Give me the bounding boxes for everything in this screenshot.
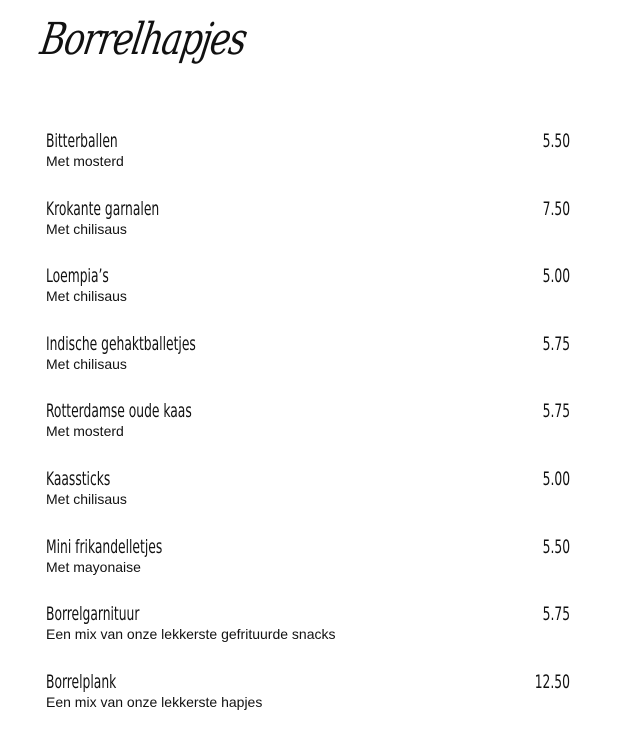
item-name: Indische gehaktballetjes (46, 332, 196, 355)
item-description: Met chilisaus (46, 355, 127, 372)
item-price: 5.50 (542, 535, 570, 558)
item-description: Met mayonaise (46, 558, 141, 575)
item-name: Borrelplank (46, 670, 117, 693)
item-price: 7.50 (542, 197, 570, 220)
menu-item (46, 601, 570, 669)
item-price: 5.75 (542, 603, 570, 626)
item-name: Rotterdamse oude kaas (46, 400, 192, 423)
item-name: Kaassticks (46, 467, 111, 490)
item-description: Met mosterd (46, 153, 124, 169)
item-name: Bitterballen (46, 130, 118, 152)
item-price: 5.50 (542, 130, 570, 152)
menu-item (46, 128, 570, 196)
item-name: Mini frikandelletjes (46, 535, 163, 558)
item-price: 5.75 (542, 400, 570, 423)
page-title: Borrelhapjes (36, 14, 250, 65)
item-price: 12.50 (534, 670, 570, 693)
menu-item (46, 398, 570, 466)
item-description: Met mosterd (46, 423, 124, 440)
item-description: Een mix van onze lekkerste hapjes (46, 693, 263, 710)
menu-item (46, 534, 570, 602)
menu-item (46, 669, 570, 737)
item-price: 5.00 (542, 265, 570, 288)
menu-item (46, 331, 570, 399)
item-name: Borrelgarnituur (46, 603, 140, 626)
item-description: Met chilisaus (46, 220, 127, 237)
menu-list (46, 128, 570, 736)
item-description: Met chilisaus (46, 288, 127, 305)
item-description: Een mix van onze lekkerste gefrituurde snacks (46, 626, 336, 643)
item-description: Met chilisaus (46, 490, 127, 507)
menu-item (46, 263, 570, 331)
item-price: 5.75 (542, 332, 570, 355)
item-name: Krokante garnalen (46, 197, 160, 220)
menu-item (46, 196, 570, 264)
item-price: 5.00 (542, 467, 570, 490)
menu-item (46, 466, 570, 534)
item-name: Loempia’s (46, 265, 109, 288)
